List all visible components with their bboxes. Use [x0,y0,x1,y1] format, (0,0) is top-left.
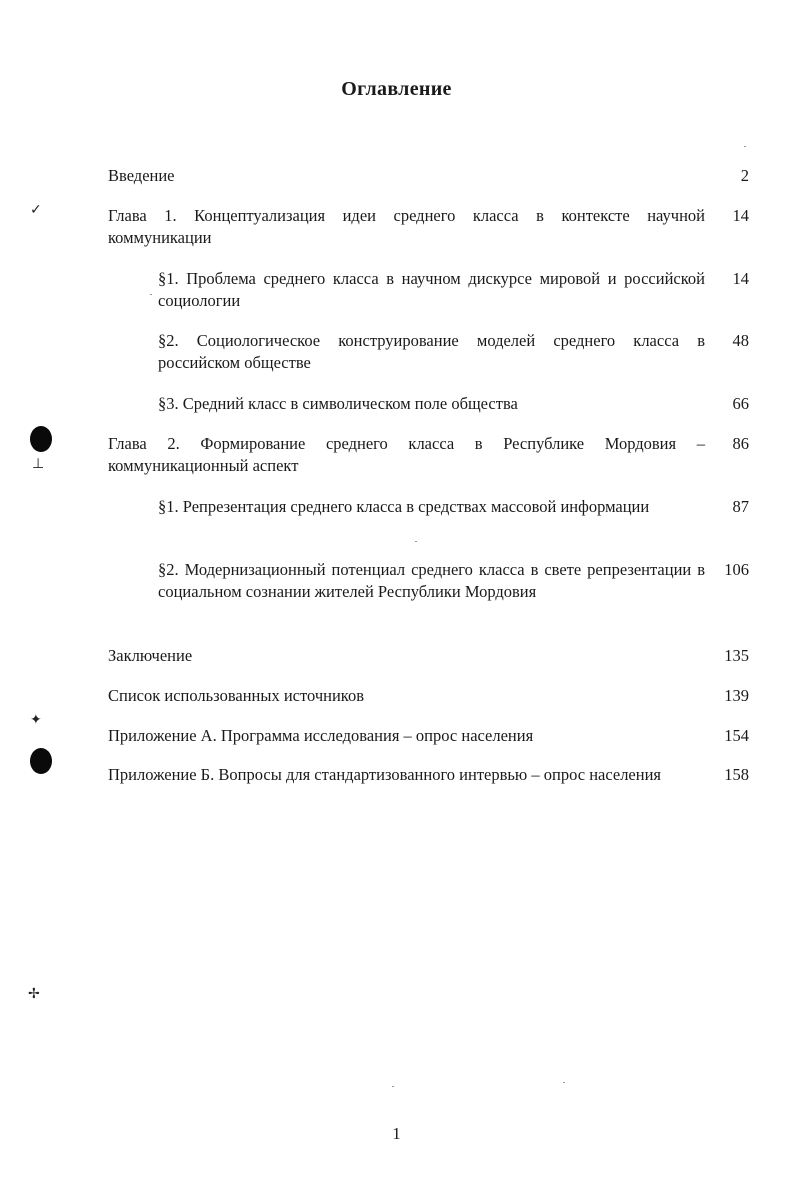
toc-entry-page: 139 [724,686,749,705]
toc-entry [158,268,749,312]
toc-entry [108,725,749,747]
toc-entry-page: 14 [732,269,749,288]
scan-speck [392,1086,394,1087]
toc-entry-title: §1. Проблема среднего класса в научном дискурсе мировой и российской социологии [158,269,705,310]
toc-entry-page: 106 [724,560,749,579]
toc-entry [108,433,749,477]
toc-entry [108,205,749,249]
toc-entry-title: §2. Социологическое конструирование моделей среднего класса в российском обществе [158,331,705,372]
toc-entry-page: 135 [724,646,749,665]
toc-entry-title: §2. Модернизационный потенциал среднего класса в свете репрезентации в социальном сознании жителей Республики Мордовия [158,560,705,601]
punch-hole-mark [30,426,52,452]
scan-speck: ✦ [30,712,42,728]
toc-entry-page: 154 [724,726,749,745]
toc-entry [158,330,749,374]
toc-entry-page: 2 [740,166,749,185]
toc-entry [108,645,749,667]
toc-entry-title: Введение [108,166,175,185]
toc-entry-page: 86 [732,434,749,453]
toc-entry [108,165,749,187]
toc-entry-page: 48 [732,331,749,350]
toc-entry-title: Глава 2. Формирование среднего класса в Республике Мордовия – коммуникационный аспект [108,434,705,475]
toc-entry-title: §1. Репрезентация среднего класса в средствах массовой информации [158,497,650,516]
punch-hole-mark [30,748,52,774]
toc-entry-page: 87 [732,497,749,516]
toc-entry [158,393,749,415]
toc-entry [158,496,749,518]
scan-speck [150,294,152,295]
scan-speck: ✢ [28,986,40,1002]
toc-entry-page: 158 [724,765,749,784]
toc-entry-title: Приложение Б. Вопросы для стандартизованного интервью – опрос населения [108,765,662,784]
scan-speck: ✓ [30,202,42,218]
toc-entry [108,685,749,707]
scan-speck: ⊥ [32,456,45,472]
toc-entry-title: Приложение А. Программа исследования – опрос населения [108,726,534,745]
toc-entry-title: Глава 1. Концептуализация идеи среднего класса в контексте научной коммуникации [108,206,705,247]
toc-entry [108,764,749,786]
toc-entry-title: §3. Средний класс в символическом поле общества [158,394,518,413]
toc-entry-title: Заключение [108,646,193,665]
toc-entry-title: Список использованных источников [108,686,364,705]
scan-speck [744,146,746,147]
scan-speck [415,541,417,542]
page-number: 1 [392,1124,401,1143]
toc-entry-page: 14 [732,206,749,225]
scan-speck [563,1082,565,1083]
page-title: Оглавление [341,78,452,100]
toc-entry-page: 66 [732,394,749,413]
toc-entry [158,559,749,603]
